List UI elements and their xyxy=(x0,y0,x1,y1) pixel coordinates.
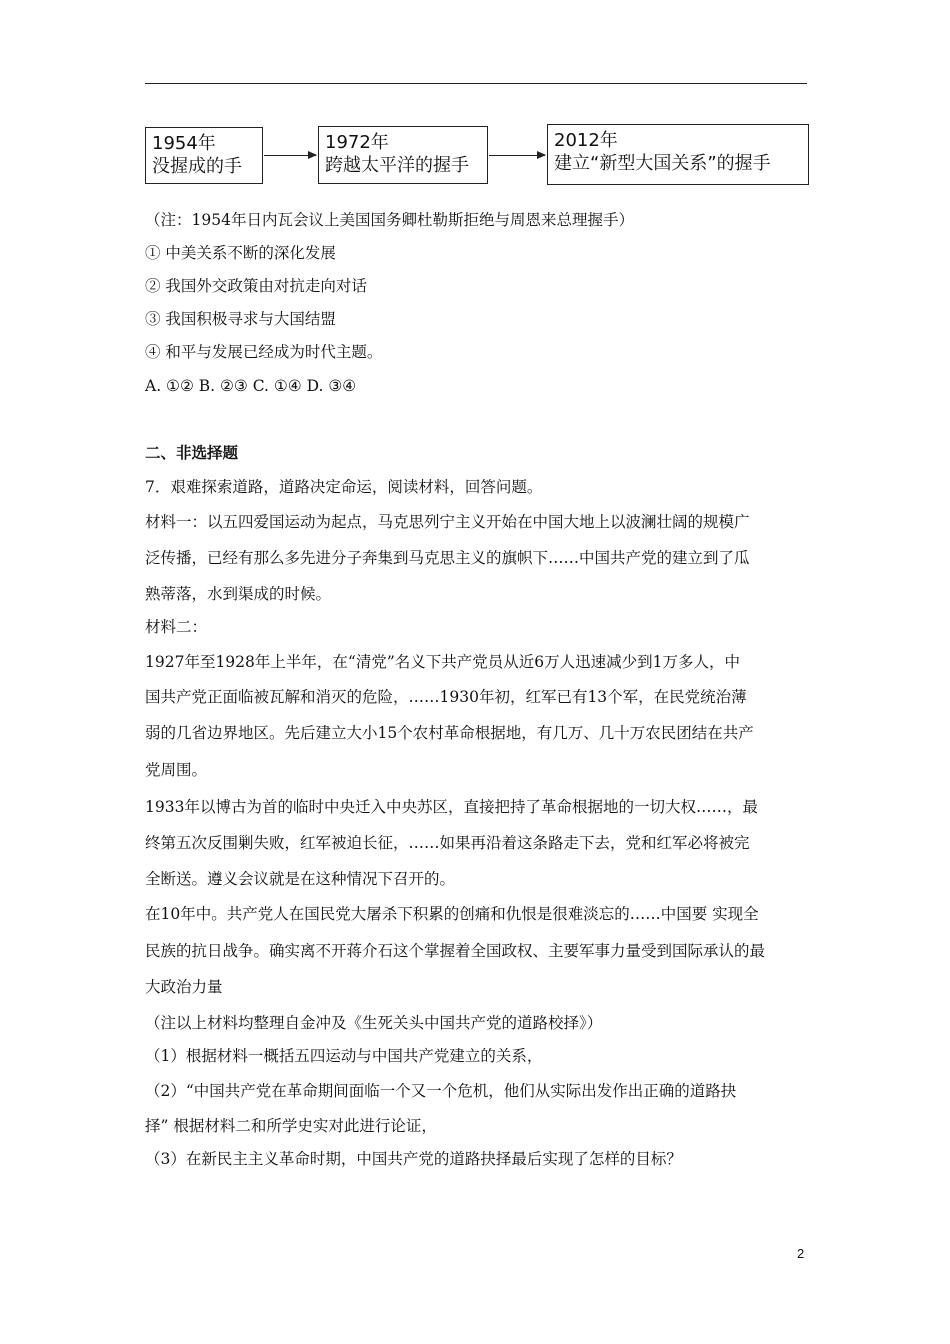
section-heading: 二、非选择题 xyxy=(145,444,239,462)
material1-line: 熟蒂落，水到渠成的时候。 xyxy=(145,585,332,603)
material2-line: 1927年至1928年上半年，在“清党”名义下共产党员从近6万人迅速减少到1万多人，中 xyxy=(145,653,740,671)
source-note: （注以上材料均整理自金冲及《生死关头中国共产党的道路校择》） xyxy=(145,1014,603,1032)
arrow-right-icon xyxy=(489,155,545,156)
flow-box-1954-caption: 没握成的手 xyxy=(152,156,242,177)
q6-options: A. ①② B. ②③ C. ①④ D. ③④ xyxy=(145,377,357,395)
material1-line: 材料一：以五四爱国运动为起点，马克思列宁主义开始在中国大地上以波澜壮阔的规模广 xyxy=(145,513,750,531)
material1-line: 泛传播，已经有那么多先进分子奔集到马克思主义的旗帜下……中国共产党的建立到了瓜 xyxy=(145,549,750,567)
material2-line: 全断送。遵义会议就是在这种情况下召开的。 xyxy=(145,870,456,888)
material2-line: 民族的抗日战争。确实离不开蒋介石这个掌握着全国政权、主要军事力量受到国际承认的最 xyxy=(145,942,766,960)
flow-box-2012-year: 2012年 xyxy=(554,130,618,151)
q6-statement-3: ③ 我国积极寻求与大国结盟 xyxy=(145,310,336,328)
page-number: 2 xyxy=(797,1246,805,1261)
material2-line: 弱的几省边界地区。先后建立大小15个农村革命根据地，有几万、几十万农民团结在共产 xyxy=(145,724,754,742)
flow-box-1972-caption: 跨越太平洋的握手 xyxy=(325,155,469,176)
q6-statement-4: ④ 和平与发展已经成为时代主题。 xyxy=(145,343,383,361)
q6-statement-1: ① 中美关系不断的深化发展 xyxy=(145,244,336,262)
q7-stem: 7．艰难探索道路，道路决定命运，阅读材料，回答问题。 xyxy=(145,478,543,496)
q6-statement-2: ② 我国外交政策由对抗走向对话 xyxy=(145,277,367,295)
flow-box-1972 xyxy=(318,126,488,184)
material2-line: 党周围。 xyxy=(145,761,208,779)
material2-line: 大政治力量 xyxy=(145,978,223,996)
flow-box-2012-caption: 建立“新型大国关系”的握手 xyxy=(554,153,771,174)
header-rule xyxy=(145,83,807,84)
material2-line: 终第五次反围剿失败，红军被迫长征，……如果再沿着这条路走下去，党和红军必将被完 xyxy=(145,834,750,852)
flow-box-2012 xyxy=(547,124,809,185)
sub-question-2: （2）“中国共产党在革命期间面临一个又一个危机，他们从实际出发作出正确的道路抉 xyxy=(145,1082,737,1100)
flow-box-1954-year: 1954年 xyxy=(152,133,216,154)
material2-title: 材料二： xyxy=(145,618,208,636)
material2-line: 在10年中。共产党人在国民党大屠杀下积累的创痛和仇恨是很难淡忘的……中国要 实现全 xyxy=(145,905,759,923)
arrow-right-icon xyxy=(264,155,316,156)
q6-note: （注：1954年日内瓦会议上美国国务卿杜勒斯拒绝与周恩来总理握手） xyxy=(145,211,634,229)
flow-box-1972-year: 1972年 xyxy=(325,132,389,153)
sub-question-3: （3）在新民主主义革命时期，中国共产党的道路抉择最后实现了怎样的目标？ xyxy=(145,1150,682,1168)
material2-line: 国共产党正面临被瓦解和消灭的危险，……1930年初，红军已有13个军，在民党统治薄 xyxy=(145,688,747,706)
flow-box-1954 xyxy=(145,127,263,184)
sub-question-1: （1）根据材料一概括五四运动与中国共产党建立的关系， xyxy=(145,1047,543,1065)
material2-line: 1933年以博古为首的临时中央迁入中央苏区，直接把持了革命根据地的一切大权……，最 xyxy=(145,798,758,816)
sub-question-2-cont: 择” 根据材料二和所学史实对此进行论证， xyxy=(145,1117,437,1135)
